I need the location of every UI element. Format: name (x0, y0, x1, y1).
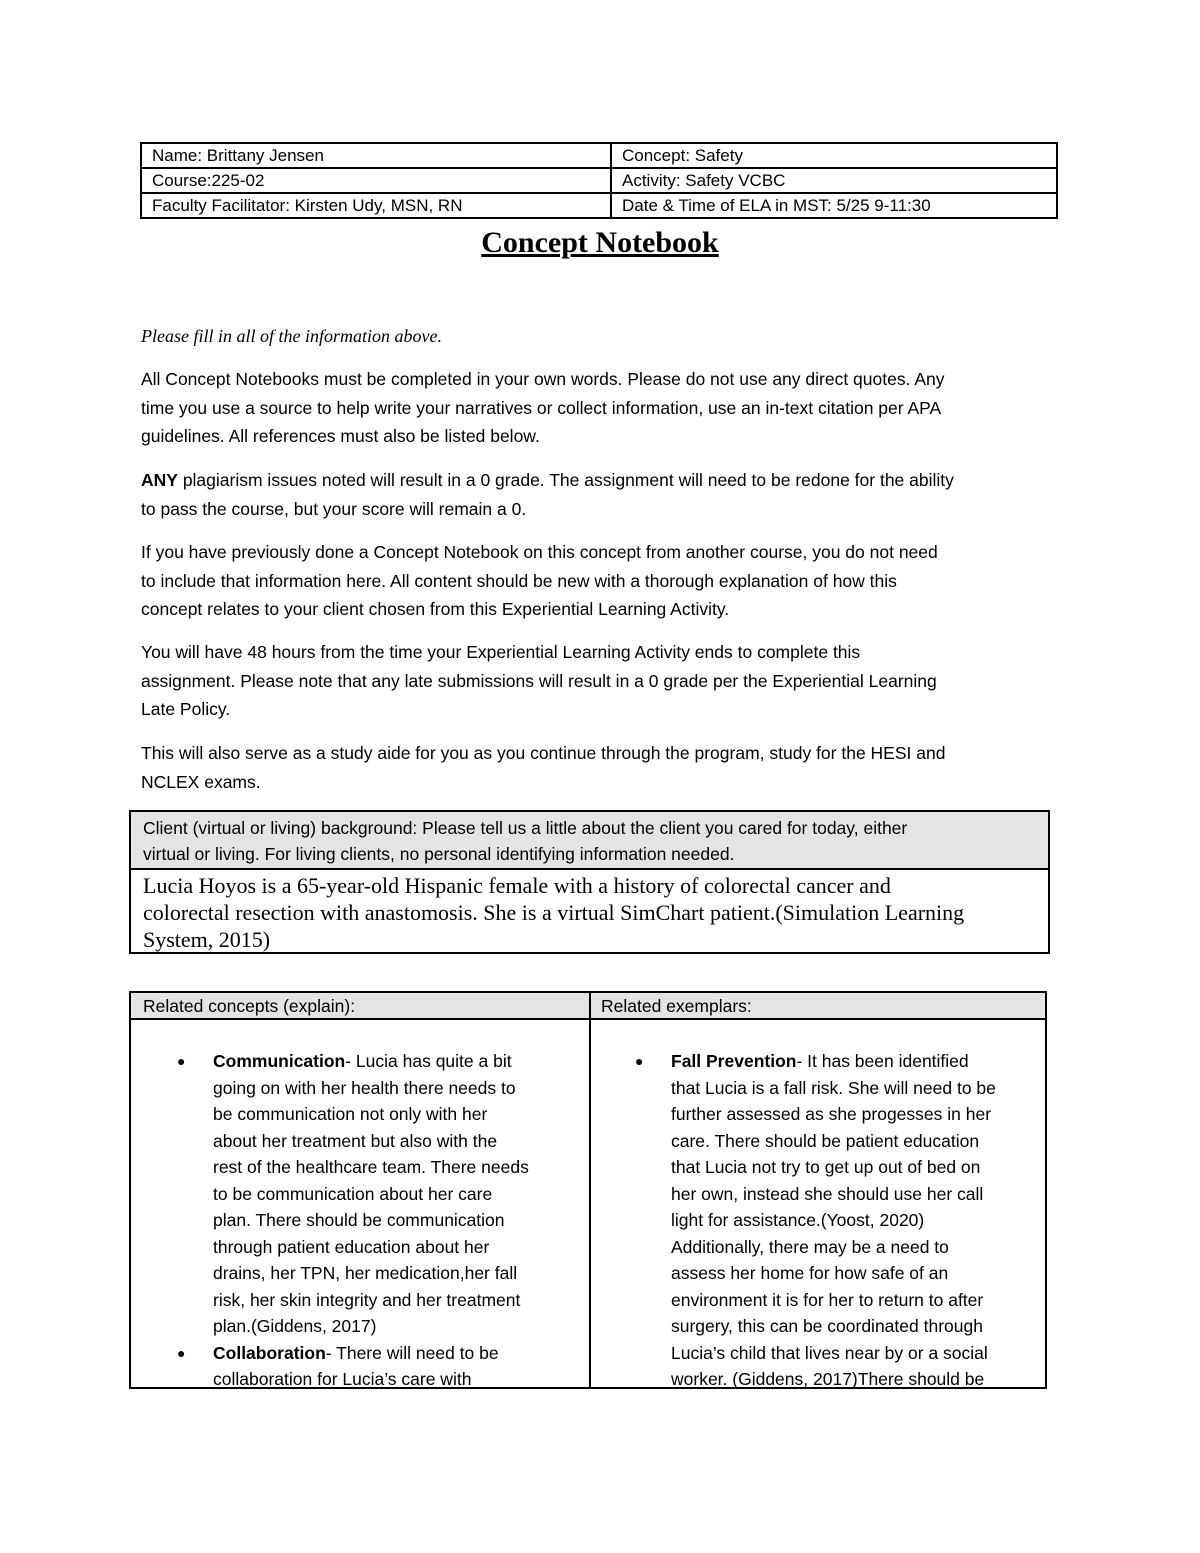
client-background-header: Client (virtual or living) background: Please tell us a little about the client you cared for today, either virtual or living. For living clients, no personal identifying information needed. (131, 812, 1048, 870)
name-cell: Name: Brittany Jensen (141, 143, 611, 168)
related-concepts-column (177, 1048, 583, 1393)
related-table (129, 991, 1047, 1389)
instruction-fill-in: Please fill in all of the information above. (141, 326, 442, 346)
list-item: ● Fall Prevention- It has been identified that Lucia is a fall risk. She will need to be further assessed as she progesses in her care. There should be patient education that Lucia not try to get up out of bed on her own, instead she should use her call light for assistance.(Yoost, 2020) Additionally, there may be a need to assess her home for how safe of an environment it is for her to return to after surgery, this can be coordinated through Lucia’s child that lives near by or a social worker. (Giddens, 2017)There should be (671, 1048, 1043, 1393)
course-cell: Course:225-02 (141, 168, 611, 193)
related-exemplars-column (635, 1048, 1043, 1393)
bullet-icon: ● (177, 1053, 186, 1069)
column-divider (589, 993, 591, 1387)
client-background-body: Lucia Hoyos is a 65-year-old Hispanic female with a history of colorectal cancer and colorectal resection with anastomosis. She is a virtual SimChart patient.(Simulation Learning System, 2015) (143, 873, 965, 952)
list-item: ● Collaboration- There will need to be collaboration for Lucia’s care with (213, 1340, 583, 1393)
instruction-study: This will also serve as a study aide for you as you continue through the program, study for the HESI and NCLEX exams. (141, 743, 946, 792)
concept-cell: Concept: Safety (611, 143, 1057, 168)
instruction-own-words: All Concept Notebooks must be completed in your own words. Please do not use any direct quotes. Any time you use a source to help write your narratives or collect information, use an in-text citation per APA guidelines. All references must also be listed below. (141, 369, 945, 446)
header-info-table (140, 142, 1058, 219)
facilitator-cell: Faculty Facilitator: Kirsten Udy, MSN, RN (141, 193, 611, 218)
activity-cell: Activity: Safety VCBC (611, 168, 1057, 193)
related-table-header (131, 993, 1045, 1020)
list-item: ● Communication- Lucia has quite a bit going on with her health there needs to be communication not only with her about her treatment but also with the rest of the healthcare team. There needs to be communication about her care plan. There should be communication through patient education about her drains, her TPN, her medication,her fall risk, her skin integrity and her treatment plan.(Giddens, 2017) (213, 1048, 583, 1340)
instruction-plagiarism: ANY plagiarism issues noted will result in a 0 grade. The assignment will need to be redone for the ability to pass the course, but your score will remain a 0. (141, 470, 954, 519)
plagiarism-emphasis: ANY (141, 470, 178, 490)
bullet-icon: ● (635, 1053, 644, 1069)
related-exemplars-header: Related exemplars: (601, 996, 752, 1016)
client-background-table (129, 810, 1050, 954)
instruction-previous: If you have previously done a Concept Notebook on this concept from another course, you do not need to include that information here. All content should be new with a thorough explanation of how this concept relates to your client chosen from this Experiential Learning Activity. (141, 542, 938, 619)
page-title: Concept Notebook (481, 226, 719, 259)
bullet-icon: ● (177, 1344, 186, 1361)
date-time-cell: Date & Time of ELA in MST: 5/25 9-11:30 (611, 193, 1057, 218)
related-concepts-header: Related concepts (explain): (143, 996, 356, 1016)
instruction-hours: You will have 48 hours from the time your Experiential Learning Activity ends to complete this assignment. Please note that any late submissions will result in a 0 grade per the Experiential Learning Late Policy. (141, 642, 937, 719)
